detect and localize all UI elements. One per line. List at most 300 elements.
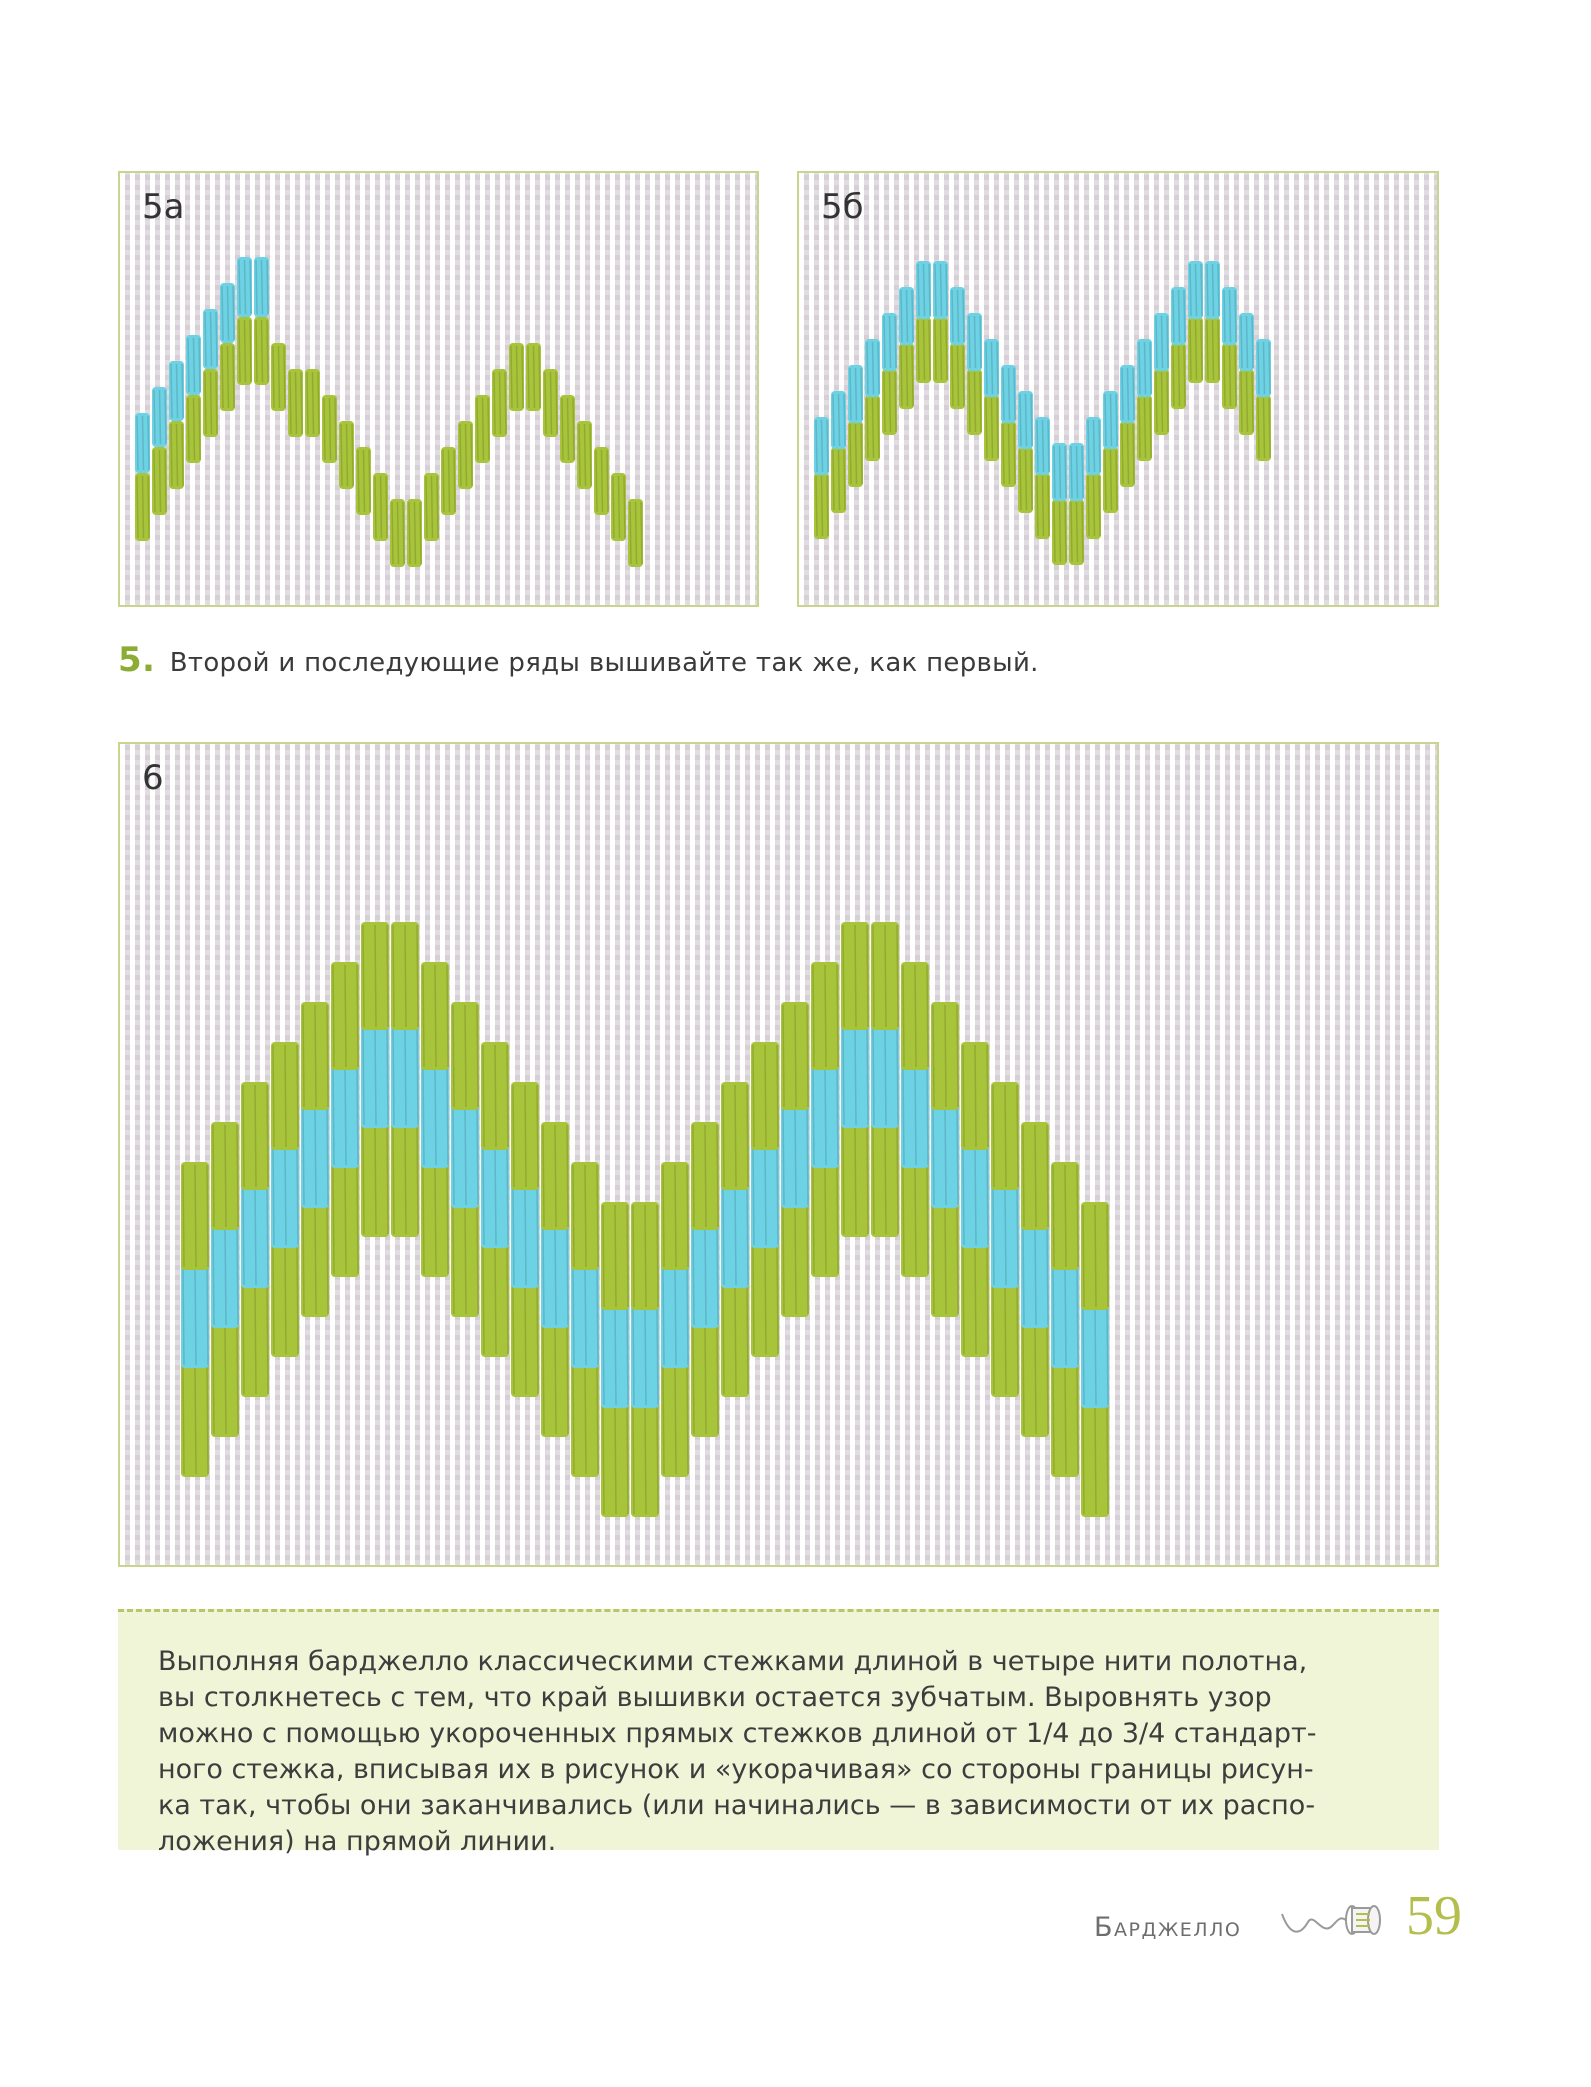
thread-strand xyxy=(675,1267,676,1365)
thread-strand xyxy=(816,476,817,536)
thread-strand xyxy=(946,264,947,316)
thread-strand xyxy=(1023,1325,1024,1434)
thread-strand xyxy=(878,398,879,458)
thread-strand xyxy=(975,1245,976,1354)
thread-strand xyxy=(992,398,993,458)
thread-strand xyxy=(613,476,614,538)
thread-strand xyxy=(807,1005,808,1107)
thread-strand xyxy=(313,372,314,434)
thread-strand xyxy=(483,1147,484,1245)
thread-strand xyxy=(426,476,427,538)
thread-strand xyxy=(525,1285,526,1394)
thread-strand xyxy=(1083,1405,1084,1514)
thread-strand xyxy=(194,398,195,460)
thread-strand xyxy=(222,286,223,340)
thread-strand xyxy=(435,1165,436,1274)
thread-strand xyxy=(460,424,461,486)
thread-strand xyxy=(1035,1125,1036,1227)
thread-strand xyxy=(850,424,851,484)
thread-strand xyxy=(177,364,178,418)
thread-strand xyxy=(903,1067,904,1165)
thread-strand xyxy=(1173,290,1174,342)
thread-strand xyxy=(256,320,257,382)
thread-strand xyxy=(1116,394,1117,446)
thread-strand xyxy=(393,1125,394,1234)
thread-strand xyxy=(555,1227,556,1325)
thread-strand xyxy=(195,1365,196,1474)
thread-strand xyxy=(573,398,574,460)
thread-strand xyxy=(1023,1125,1024,1227)
thread-strand xyxy=(993,1085,994,1187)
thread-strand xyxy=(935,264,936,316)
thread-strand xyxy=(222,346,223,408)
thread-strand xyxy=(603,1205,604,1307)
thread-strand xyxy=(952,346,953,406)
thread-strand xyxy=(807,1107,808,1205)
thread-strand xyxy=(1095,1205,1096,1307)
thread-strand xyxy=(1077,1365,1078,1474)
thread-strand xyxy=(579,424,580,486)
thread-strand xyxy=(1088,420,1089,472)
thread-strand xyxy=(1077,1165,1078,1267)
thread-strand xyxy=(1230,290,1231,342)
thread-strand xyxy=(513,1285,514,1394)
thread-strand xyxy=(1184,290,1185,342)
thread-strand xyxy=(585,1165,586,1267)
thread-strand xyxy=(1162,316,1163,368)
thread-strand xyxy=(827,476,828,536)
thread-strand xyxy=(813,1165,814,1274)
thread-strand xyxy=(603,1307,604,1405)
thread-strand xyxy=(225,1227,226,1325)
thread-strand xyxy=(250,320,251,382)
thread-strand xyxy=(233,286,234,340)
thread-strand xyxy=(1014,368,1015,420)
photo-6 xyxy=(118,742,1439,1567)
thread-strand xyxy=(1060,446,1061,498)
thread-strand xyxy=(822,476,823,536)
thread-strand xyxy=(839,450,840,510)
thread-strand xyxy=(375,1027,376,1125)
thread-strand xyxy=(573,1365,574,1474)
thread-strand xyxy=(483,398,484,460)
thread-strand xyxy=(327,1205,328,1314)
thread-strand xyxy=(987,1147,988,1245)
thread-strand xyxy=(1213,264,1214,316)
thread-strand xyxy=(873,925,874,1027)
thread-strand xyxy=(1201,264,1202,316)
thread-strand xyxy=(1005,1187,1006,1285)
thread-strand xyxy=(867,925,868,1027)
thread-strand xyxy=(307,372,308,434)
thread-strand xyxy=(885,1027,886,1125)
thread-strand xyxy=(1043,476,1044,536)
thread-strand xyxy=(207,1165,208,1267)
thread-strand xyxy=(873,1125,874,1234)
thread-strand xyxy=(1218,320,1219,380)
thread-strand xyxy=(423,1067,424,1165)
thread-strand xyxy=(952,290,953,342)
thread-strand xyxy=(466,424,467,486)
thread-strand xyxy=(878,342,879,394)
thread-strand xyxy=(1026,450,1027,510)
thread-strand xyxy=(262,320,263,382)
thread-strand xyxy=(924,264,925,316)
thread-strand xyxy=(188,398,189,460)
thread-strand xyxy=(543,1227,544,1325)
thread-strand xyxy=(867,398,868,458)
thread-strand xyxy=(279,346,280,408)
thread-strand xyxy=(963,1045,964,1147)
thread-strand xyxy=(747,1085,748,1187)
thread-strand xyxy=(405,1027,406,1125)
thread-strand xyxy=(1150,342,1151,394)
thread-strand xyxy=(986,398,987,458)
thread-strand xyxy=(239,320,240,382)
thread-strand xyxy=(657,1205,658,1307)
thread-strand xyxy=(199,398,200,460)
thread-strand xyxy=(165,390,166,444)
thread-strand xyxy=(1241,316,1242,368)
thread-strand xyxy=(895,316,896,368)
thread-strand xyxy=(997,342,998,394)
thread-strand xyxy=(488,398,489,460)
thread-strand xyxy=(856,424,857,484)
thread-strand xyxy=(447,1165,448,1274)
thread-strand xyxy=(183,1165,184,1267)
thread-strand xyxy=(1048,420,1049,472)
thread-strand xyxy=(585,1267,586,1365)
thread-strand xyxy=(543,1125,544,1227)
thread-strand xyxy=(884,372,885,432)
thread-strand xyxy=(624,476,625,538)
thread-strand xyxy=(1014,424,1015,484)
thread-strand xyxy=(1031,450,1032,510)
thread-strand xyxy=(267,1285,268,1394)
thread-strand xyxy=(833,394,834,446)
thread-strand xyxy=(1020,450,1021,510)
thread-strand xyxy=(723,1187,724,1285)
thread-strand xyxy=(1083,1307,1084,1405)
thread-strand xyxy=(556,372,557,434)
thread-strand xyxy=(980,372,981,432)
thread-strand xyxy=(267,320,268,382)
thread-strand xyxy=(1094,476,1095,536)
thread-strand xyxy=(850,368,851,420)
thread-strand xyxy=(987,1045,988,1147)
thread-strand xyxy=(924,320,925,380)
thread-strand xyxy=(901,290,902,342)
thread-strand xyxy=(915,965,916,1067)
thread-strand xyxy=(213,1325,214,1434)
thread-strand xyxy=(1005,1285,1006,1394)
thread-strand xyxy=(182,364,183,418)
thread-strand xyxy=(687,1365,688,1474)
thread-strand xyxy=(255,1187,256,1285)
thread-strand xyxy=(1037,476,1038,536)
thread-strand xyxy=(1035,1325,1036,1434)
thread-strand xyxy=(687,1165,688,1267)
thread-strand xyxy=(1053,1267,1054,1365)
thread-strand xyxy=(884,316,885,368)
thread-strand xyxy=(1269,342,1270,394)
thread-strand xyxy=(154,390,155,444)
thread-strand xyxy=(645,1307,646,1405)
thread-strand xyxy=(867,1027,868,1125)
thread-strand xyxy=(205,312,206,366)
thread-strand xyxy=(645,1205,646,1307)
thread-strand xyxy=(813,1067,814,1165)
thread-strand xyxy=(663,1365,664,1474)
thread-strand xyxy=(513,1187,514,1285)
thread-strand xyxy=(856,368,857,420)
thread-strand xyxy=(1111,450,1112,510)
thread-strand xyxy=(154,450,155,512)
thread-strand xyxy=(1065,1365,1066,1474)
thread-strand xyxy=(717,1125,718,1227)
thread-strand xyxy=(825,965,826,1067)
thread-strand xyxy=(992,342,993,394)
thread-strand xyxy=(1037,420,1038,472)
thread-strand xyxy=(285,1045,286,1147)
thread-strand xyxy=(1003,424,1004,484)
thread-strand xyxy=(929,320,930,380)
thread-strand xyxy=(245,260,246,314)
thread-strand xyxy=(297,1245,298,1354)
thread-strand xyxy=(386,476,387,538)
thread-strand xyxy=(393,925,394,1027)
thread-strand xyxy=(807,1205,808,1314)
thread-strand xyxy=(723,1285,724,1394)
thread-strand xyxy=(1065,502,1066,562)
thread-strand xyxy=(1139,398,1140,458)
thread-strand xyxy=(315,1205,316,1314)
thread-strand xyxy=(345,1067,346,1165)
thread-strand xyxy=(705,1227,706,1325)
thread-strand xyxy=(816,420,817,472)
thread-strand xyxy=(753,1147,754,1245)
thread-strand xyxy=(237,1227,238,1325)
thread-strand xyxy=(545,372,546,434)
thread-strand xyxy=(897,1027,898,1125)
thread-strand xyxy=(507,1045,508,1147)
thread-strand xyxy=(873,398,874,458)
thread-strand xyxy=(1252,316,1253,368)
thread-strand xyxy=(477,1005,478,1107)
thread-strand xyxy=(335,398,336,460)
thread-strand xyxy=(627,1307,628,1405)
thread-strand xyxy=(245,320,246,382)
thread-strand xyxy=(675,1365,676,1474)
thread-strand xyxy=(137,476,138,538)
tip-line: вы столкнетесь с тем, что край вышивки остается зубчатым. Выровнять узор xyxy=(158,1682,1272,1713)
thread-strand xyxy=(1264,342,1265,394)
thread-strand xyxy=(855,1125,856,1234)
thread-strand xyxy=(369,450,370,512)
thread-strand xyxy=(333,965,334,1067)
thread-strand xyxy=(1047,1125,1048,1227)
thread-strand xyxy=(183,1267,184,1365)
thread-strand xyxy=(765,1045,766,1147)
thread-strand xyxy=(867,342,868,394)
thread-strand xyxy=(958,346,959,406)
thread-strand xyxy=(633,1205,634,1307)
thread-strand xyxy=(301,372,302,434)
thread-strand xyxy=(183,1365,184,1474)
thread-strand xyxy=(315,1005,316,1107)
thread-strand xyxy=(975,1147,976,1245)
thread-strand xyxy=(1133,424,1134,484)
thread-strand xyxy=(1105,394,1106,446)
thread-strand xyxy=(233,346,234,408)
thread-strand xyxy=(1162,372,1163,432)
thread-strand xyxy=(537,1187,538,1285)
thread-strand xyxy=(735,1085,736,1187)
thread-strand xyxy=(1017,1085,1018,1187)
photo-5b xyxy=(797,171,1439,607)
step-caption xyxy=(118,640,1039,680)
thread-strand xyxy=(747,1285,748,1394)
thread-strand xyxy=(717,1227,718,1325)
thread-strand xyxy=(364,450,365,512)
thread-strand xyxy=(969,372,970,432)
thread-strand xyxy=(454,450,455,512)
thread-strand xyxy=(195,1165,196,1267)
thread-strand xyxy=(843,1125,844,1234)
tip-line: Выполняя барджелло классическими стежками длиной в четыре нити полотна, xyxy=(158,1646,1308,1677)
thread-strand xyxy=(194,338,195,392)
thread-strand xyxy=(1196,264,1197,316)
thread-strand xyxy=(243,1187,244,1285)
tip-line: ного стежка, вписывая их в рисунок и «укорачивая» со стороны границы рисун- xyxy=(158,1754,1314,1785)
thread-strand xyxy=(483,1245,484,1354)
thread-strand xyxy=(357,1067,358,1165)
thread-strand xyxy=(537,1085,538,1187)
thread-strand xyxy=(363,925,364,1027)
thread-strand xyxy=(228,286,229,340)
thread-strand xyxy=(500,372,501,434)
thread-strand xyxy=(687,1267,688,1365)
thread-strand xyxy=(997,398,998,458)
thread-strand xyxy=(693,1125,694,1227)
thread-strand xyxy=(273,346,274,408)
thread-strand xyxy=(1083,1205,1084,1307)
thread-strand xyxy=(873,1027,874,1125)
thread-strand xyxy=(324,398,325,460)
thread-strand xyxy=(895,372,896,432)
thread-strand xyxy=(585,424,586,486)
thread-strand xyxy=(290,372,291,434)
step-number: 5. xyxy=(118,640,156,680)
thread-strand xyxy=(1077,1267,1078,1365)
thread-strand xyxy=(1107,1205,1108,1307)
thread-strand xyxy=(1105,450,1106,510)
thread-strand xyxy=(507,1147,508,1245)
thread-strand xyxy=(177,424,178,486)
thread-strand xyxy=(630,502,631,564)
thread-strand xyxy=(1077,446,1078,498)
thread-strand xyxy=(941,320,942,380)
thread-strand xyxy=(449,450,450,512)
thread-strand xyxy=(903,965,904,1067)
thread-strand xyxy=(958,290,959,342)
thread-strand xyxy=(1167,372,1168,432)
thread-strand xyxy=(417,1027,418,1125)
thread-strand xyxy=(825,1067,826,1165)
thread-strand xyxy=(844,450,845,510)
thread-strand xyxy=(216,312,217,366)
thread-strand xyxy=(375,476,376,538)
thread-strand xyxy=(1133,368,1134,420)
tip-line: можно с помощью укороченных прямых стежков длиной от 1/4 до 3/4 стандарт- xyxy=(158,1718,1317,1749)
tip-box xyxy=(118,1609,1439,1857)
thread-strand xyxy=(392,502,393,564)
thread-strand xyxy=(890,372,891,432)
thread-strand xyxy=(1235,346,1236,406)
thread-strand xyxy=(903,1165,904,1274)
thread-strand xyxy=(1122,368,1123,420)
thread-strand xyxy=(347,424,348,486)
thread-strand xyxy=(160,390,161,444)
thread-strand xyxy=(537,1285,538,1394)
thread-strand xyxy=(941,264,942,316)
thread-strand xyxy=(615,1205,616,1307)
thread-strand xyxy=(795,1205,796,1314)
thread-strand xyxy=(363,1027,364,1125)
thread-strand xyxy=(357,1165,358,1274)
thread-strand xyxy=(1060,502,1061,562)
thread-strand xyxy=(148,416,149,470)
thread-strand xyxy=(207,1365,208,1474)
thread-strand xyxy=(567,1227,568,1325)
thread-strand xyxy=(357,965,358,1067)
thread-strand xyxy=(1003,368,1004,420)
thread-strand xyxy=(844,394,845,446)
thread-strand xyxy=(1047,1227,1048,1325)
thread-strand xyxy=(1190,264,1191,316)
thread-strand xyxy=(1099,420,1100,472)
thread-strand xyxy=(813,965,814,1067)
thread-strand xyxy=(352,424,353,486)
thread-strand xyxy=(171,424,172,486)
thread-strand xyxy=(415,502,416,564)
thread-strand xyxy=(747,1187,748,1285)
thread-strand xyxy=(423,965,424,1067)
thread-strand xyxy=(1065,1165,1066,1267)
thread-strand xyxy=(918,264,919,316)
thread-strand xyxy=(957,1107,958,1205)
thread-strand xyxy=(1213,320,1214,380)
thread-strand xyxy=(447,1067,448,1165)
thread-strand xyxy=(211,312,212,366)
thread-strand xyxy=(705,1325,706,1434)
thread-strand xyxy=(765,1147,766,1245)
thread-strand xyxy=(1026,394,1027,446)
thread-strand xyxy=(568,398,569,460)
thread-strand xyxy=(1207,320,1208,380)
thread-strand xyxy=(1088,476,1089,536)
thread-strand xyxy=(137,416,138,470)
section-title: Барджелло xyxy=(1094,1912,1242,1943)
thread-strand xyxy=(1095,1405,1096,1514)
thread-strand xyxy=(297,1045,298,1147)
thread-strand xyxy=(777,1245,778,1354)
thread-strand xyxy=(495,1147,496,1245)
thread-strand xyxy=(567,1325,568,1434)
thread-strand xyxy=(495,1245,496,1354)
thread-strand xyxy=(255,1285,256,1394)
thread-strand xyxy=(590,424,591,486)
